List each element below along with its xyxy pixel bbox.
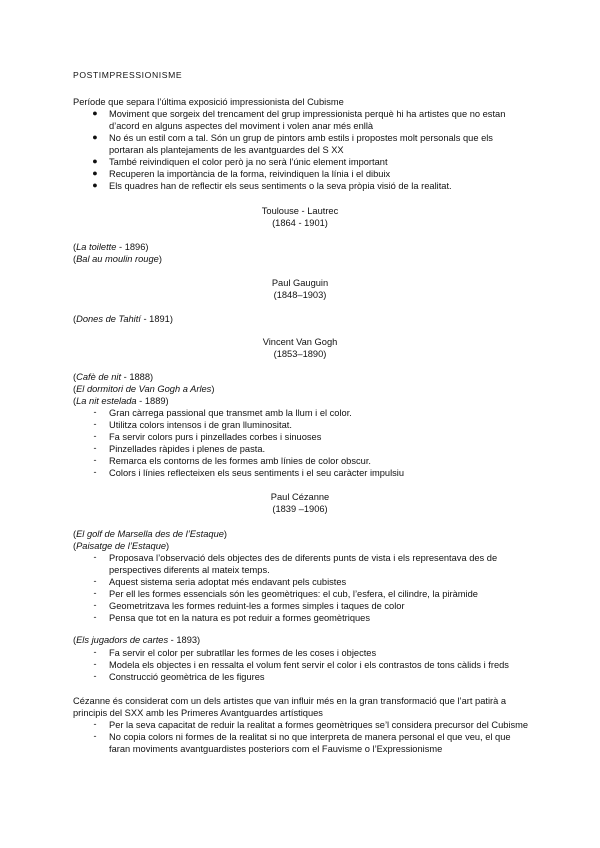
artist-name-toulouse: Toulouse - Lautrec [261,206,339,216]
dash-bullet: - [93,719,97,729]
artwork-year: - 1889 [136,396,166,406]
cezanne-conclusion: Cézanne és considerat com un dels artistes que van influir més en la gran transformació que l’art patirà a principis del SXX amb les Primeres Avantguardes artístiques [73,696,507,718]
cezanne-point-b3: Construcció geomètrica de les figures [109,672,265,682]
vangogh-point-4: Pinzellades ràpides i plenes de pasta. [109,444,266,454]
dash-bullet: - [93,588,97,598]
dash-bullet: - [93,731,97,741]
dash-bullet: - [93,552,97,562]
artwork-reference: (El dormitori de Van Gogh a Arles) [73,384,215,394]
artwork-reference: (La toilette - 1896) [73,242,149,252]
intro-bullet-2: No és un estil com a tal. Són un grup de pintors amb estils i propostes molt personals que els portaran als plantejaments de les avantguardes del S XX [109,133,493,155]
intro-bullet-1: Moviment que sorgeix del trencament del grup impressionista perquè hi ha artistes que no estan d’acord en alguns aspectes del moviment i volen anar més enllà [109,109,506,131]
vangogh-point-5: Remarca els contorns de les formes amb línies de color obscur. [109,456,371,466]
artist-name-vangogh: Vincent Van Gogh [262,337,338,347]
dash-bullet: - [93,576,97,586]
dash-bullet: - [93,600,97,610]
dash-bullet: - [93,467,97,477]
cezanne-point-b2: Modela els objectes i en ressalta el volum fent servir el color i els contrastos de tons càlids i freds [109,660,509,670]
artwork-title: Cafè de nit [76,372,122,382]
artist-dates-cezanne: (1839 –1906) [272,504,328,514]
cezanne-point-a1: Proposava l’observació dels objectes des de diferents punts de vista i els representava des de perspectives diferents al mateix temps. [109,553,498,575]
artist-dates-vangogh: (1853–1890) [273,349,327,359]
bullet-icon: ● [92,168,98,178]
intro-bullet-3: També reivindiquen el color però ja no serà l’únic element important [109,157,388,167]
artwork-year: - 1893 [168,635,198,645]
intro-bullet-5: Els quadres han de reflectir els seus sentiments o la seva pròpia visió de la realitat. [109,181,452,191]
vangogh-point-3: Fa servir colors purs i pinzellades corbes i sinuoses [109,432,322,442]
vangogh-point-6: Colors i línies reflecteixen els seus sentiments i el seu caràcter impulsiu [109,468,405,478]
artwork-reference: (Dones de Tahití - 1891) [73,314,173,324]
artwork-reference: (Cafè de nit - 1888) [73,372,154,382]
bullet-icon: ● [92,108,98,118]
artwork-reference: (Paisatge de l’Estaque) [73,541,170,551]
dash-bullet: - [93,455,97,465]
intro-paragraph: Període que separa l’última exposició impressionista del Cubisme [73,97,344,107]
dash-bullet: - [93,647,97,657]
artwork-title: El dormitori de Van Gogh a Arles [76,384,212,394]
artwork-title: Bal au moulin rouge [76,254,159,264]
artwork-title: Els jugadors de cartes [76,635,169,645]
artist-dates-toulouse: (1864 - 1901) [272,218,328,228]
bullet-icon: ● [92,156,98,166]
dash-bullet: - [93,659,97,669]
artwork-title: El golf de Marsella des de l’Estaque [76,529,224,539]
artwork-year: - 1896 [116,242,146,252]
dash-bullet: - [93,612,97,622]
vangogh-point-2: Utilitza colors intensos i de gran lluminositat. [109,420,292,430]
artist-dates-gauguin: (1848–1903) [273,290,327,300]
dash-bullet: - [93,419,97,429]
artist-name-cezanne: Paul Cézanne [270,492,330,502]
artwork-reference: (Els jugadors de cartes - 1893) [73,635,201,645]
artwork-title: Paisatge de l’Estaque [76,541,167,551]
artwork-year: - 1891 [140,314,170,324]
cezanne-point-a2: Aquest sistema seria adoptat més endavant pels cubistes [109,577,347,587]
dash-bullet: - [93,671,97,681]
artwork-title: La toilette [76,242,117,252]
document-title: POSTIMPRESSIONISME [73,70,183,80]
cezanne-point-c2: No copia colors ni formes de la realitat si no que interpreta de manera personal el que veu, el que faran moviments avantguardistes posteriors com el Fauvisme o l’Expressionisme [109,732,511,754]
vangogh-point-1: Gran càrrega passional que transmet amb la llum i el color. [109,408,352,418]
cezanne-point-a3: Per ell les formes essencials són les geomètriques: el cub, l’esfera, el cilindre, la piràmide [109,589,478,599]
artwork-reference: (Bal au moulin rouge) [73,254,162,264]
dash-bullet: - [93,443,97,453]
intro-bullet-4: Recuperen la importància de la forma, reivindiquen la línia i el dibuix [109,169,391,179]
cezanne-point-a4: Geometritzava les formes reduint-les a formes simples i taques de color [109,601,405,611]
artist-name-gauguin: Paul Gauguin [271,278,329,288]
bullet-icon: ● [92,180,98,190]
artwork-title: La nit estelada [76,396,137,406]
cezanne-point-a5: Pensa que tot en la natura es pot reduir a formes geomètriques [109,613,370,623]
dash-bullet: - [93,431,97,441]
cezanne-point-c1: Per la seva capacitat de reduir la realitat a formes geomètriques se’l considera precursor del Cubisme [109,720,529,730]
artwork-reference: (La nit estelada - 1889) [73,396,169,406]
cezanne-point-b1: Fa servir el color per subratllar les formes de les coses i objectes [109,648,377,658]
bullet-icon: ● [92,132,98,142]
artwork-title: Dones de Tahití [76,314,141,324]
dash-bullet: - [93,407,97,417]
artwork-reference: (El golf de Marsella des de l’Estaque) [73,529,228,539]
artwork-year: - 1888 [121,372,151,382]
